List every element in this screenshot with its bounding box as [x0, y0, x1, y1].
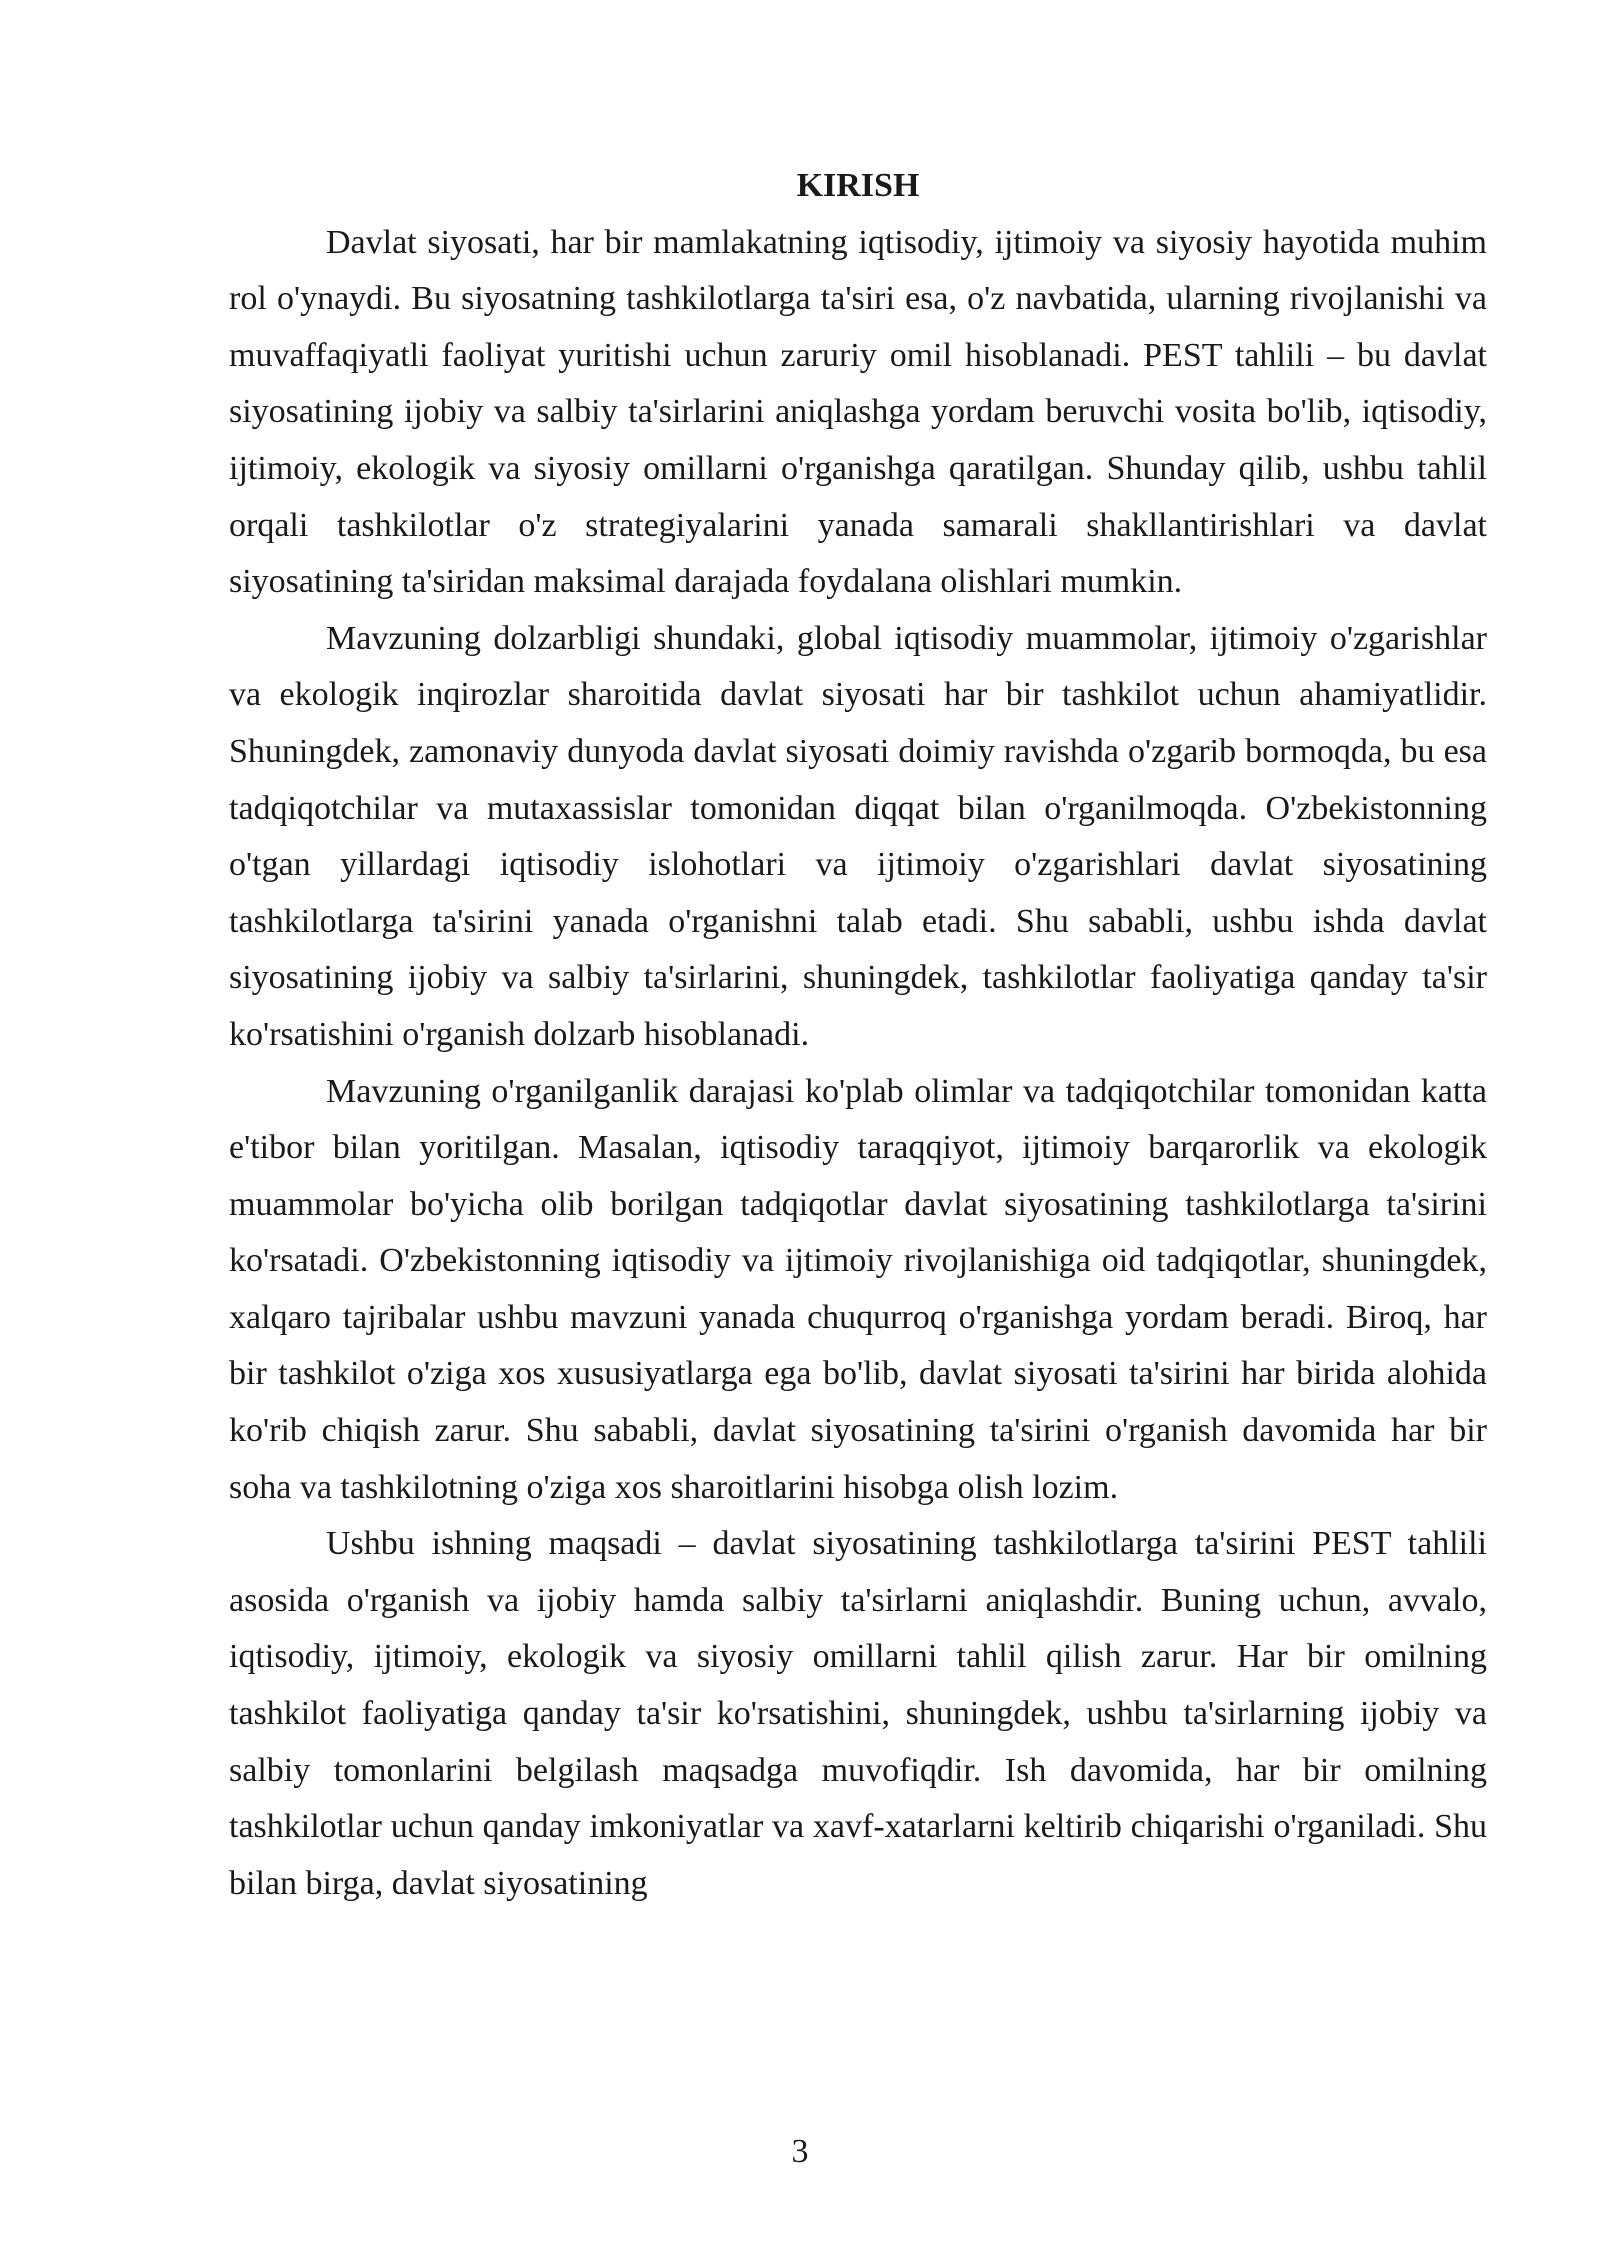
- document-page: [229, 158, 1487, 1912]
- paragraph-study-level: Mavzuning o'rganilganlik darajasi ko'plab olimlar va tadqiqotchilar tomonidan katta e'tibor bilan yoritilgan. Masalan, iqtisodiy taraqqiyot, ijtimoiy barqarorlik va ekologik muammolar bo'yicha olib borilgan tadqiqotlar davlat siyosatining tashkilotlarga ta'sirini ko'rsatadi. O'zbekistonning iqtisodiy va ijtimoiy rivojlanishiga oid tadqiqotlar, shuningdek, xalqaro tajribalar ushbu mavzuni yanada chuqurroq o'rganishga yordam beradi. Biroq, har bir tashkilot o'ziga xos xususiyatlarga ega bo'lib, davlat siyosati ta'sirini har birida alohida ko'rib chiqish zarur. Shu sababli, davlat siyosatining ta'sirini o'rganish davomida har bir soha va tashkilotning o'ziga xos sharoitlarini hisobga olish lozim.: [229, 1072, 1487, 1506]
- page-number: 3: [791, 2133, 809, 2170]
- paragraph-intro: Davlat siyosati, har bir mamlakatning iqtisodiy, ijtimoiy va siyosiy hayotida muhim rol o'ynaydi. Bu siyosatning tashkilotlarga ta'siri esa, o'z navbatida, ularning rivojlanishi va muvaffaqiyatli faoliyat yuritishi uchun zaruriy omil hisoblanadi. PEST tahlili – bu davlat siyosatining ijobiy va salbiy ta'sirlarini aniqlashga yordam beruvchi vosita bo'lib, iqtisodiy, ijtimoiy, ekologik va siyosiy omillarni o'rganishga qaratilgan. Shunday qilib, ushbu tahlil orqali tashkilotlar o'z strategiyalarini yanada samarali shakllantirishlari va davlat siyosatining ta'siridan maksimal darajada foydalana olishlari mumkin.: [229, 223, 1487, 601]
- paragraph-relevance: Mavzuning dolzarbligi shundaki, global iqtisodiy muammolar, ijtimoiy o'zgarishlar va ekologik inqirozlar sharoitida davlat siyosati har bir tashkilot uchun ahamiyatlidir. Shuningdek, zamonaviy dunyoda davlat siyosati doimiy ravishda o'zgarib bormoqda, bu esa tadqiqotchilar va mutaxassislar tomonidan diqqat bilan o'rganilmoqda. O'zbekistonning o'tgan yillardagi iqtisodiy islohotlari va ijtimoiy o'zgarishlari davlat siyosatining tashkilotlarga ta'sirini yanada o'rganishni talab etadi. Shu sababli, ushbu ishda davlat siyosatining ijobiy va salbiy ta'sirlarini, shuningdek, tashkilotlar faoliyatiga qanday ta'sir ko'rsatishini o'rganish dolzarb hisoblanadi.: [229, 619, 1487, 1053]
- document-title: KIRISH: [796, 167, 920, 204]
- paragraph-goal: Ushbu ishning maqsadi – davlat siyosatining tashkilotlarga ta'sirini PEST tahlili asosida o'rganish va ijobiy hamda salbiy ta'sirlarni aniqlashdir. Buning uchun, avvalo, iqtisodiy, ijtimoiy, ekologik va siyosiy omillarni tahlil qilish zarur. Har bir omilning tashkilot faoliyatiga qanday ta'sir ko'rsatishini, shuningdek, ushbu ta'sirlarning ijobiy va salbiy tomonlarini belgilash maqsadga muvofiqdir. Ish davomida, har bir omilning tashkilotlar uchun qanday imkoniyatlar va xavf-xatarlarni keltirib chiqarishi o'rganiladi. Shu bilan birga, davlat siyosatining: [229, 1525, 1487, 1902]
